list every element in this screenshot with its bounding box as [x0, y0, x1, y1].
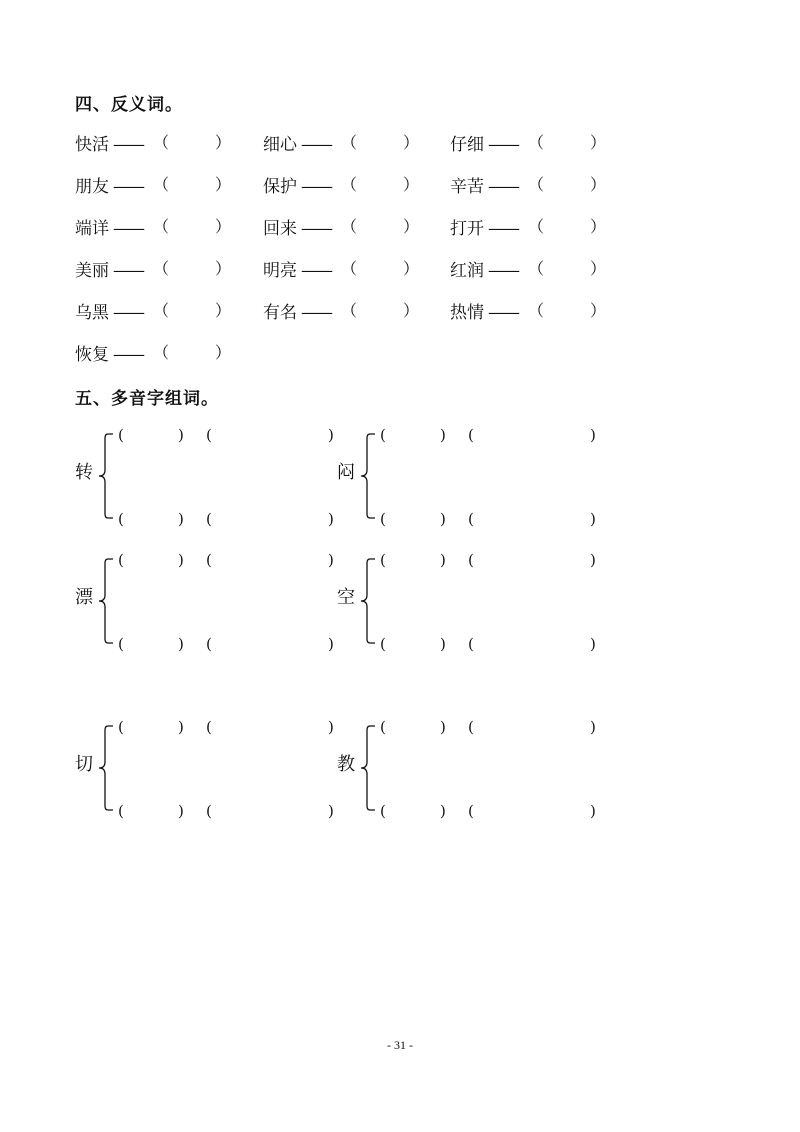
word-paren-open: ( [206, 510, 212, 528]
antonym-dash: —— [113, 345, 143, 365]
antonym-item [450, 256, 620, 280]
answer-paren-open: （ [528, 175, 545, 194]
brace-icon [97, 718, 117, 818]
answer-paren-close: ） [215, 175, 232, 194]
word-paren-open: ( [206, 635, 212, 653]
antonym-item [450, 214, 620, 238]
word-paren-close: ) [328, 551, 334, 569]
antonym-dash: —— [301, 261, 331, 281]
antonym-word: 明亮 [263, 261, 297, 281]
answer-paren-open: （ [528, 259, 545, 278]
pinyin-paren-open: ( [118, 510, 124, 528]
polyphone-group [337, 718, 607, 828]
word-paren-close: ) [328, 510, 334, 528]
answer-paren-close: ） [215, 343, 232, 362]
pinyin-paren-open: ( [118, 426, 124, 444]
pinyin-paren-open: ( [380, 802, 386, 820]
antonym-word: 保护 [263, 177, 297, 197]
answer-paren-open: （ [153, 259, 170, 278]
antonym-item [450, 130, 620, 154]
brace-icon [97, 426, 117, 526]
polyphone-char: 空 [337, 587, 355, 608]
word-paren-close: ) [328, 635, 334, 653]
answer-paren-close: ） [215, 217, 232, 236]
answer-paren-close: ） [403, 175, 420, 194]
polyphone-char: 闷 [337, 462, 355, 483]
pinyin-paren-open: ( [118, 635, 124, 653]
answer-slot-row [118, 426, 348, 446]
answer-paren-close: ） [403, 217, 420, 236]
antonym-word: 仔细 [450, 135, 484, 155]
answer-slot-row [118, 635, 348, 655]
pinyin-paren-open: ( [380, 635, 386, 653]
brace-icon [359, 426, 379, 526]
word-paren-open: ( [468, 510, 474, 528]
antonym-item [263, 256, 433, 280]
antonym-word: 细心 [263, 135, 297, 155]
pinyin-paren-close: ) [440, 426, 446, 444]
antonym-word: 朋友 [75, 177, 109, 197]
antonym-item [263, 172, 433, 196]
antonym-word: 回来 [263, 219, 297, 239]
pinyin-paren-open: ( [118, 718, 124, 736]
answer-paren-open: （ [528, 301, 545, 320]
answer-slot-row [118, 718, 348, 738]
pinyin-paren-open: ( [118, 551, 124, 569]
antonym-word: 有名 [263, 303, 297, 323]
answer-slot-row [380, 802, 610, 822]
antonym-word: 红润 [450, 261, 484, 281]
antonym-item [75, 340, 245, 364]
antonym-dash: —— [488, 219, 518, 239]
word-paren-close: ) [328, 802, 334, 820]
word-paren-close: ) [328, 718, 334, 736]
polyphone-group [337, 426, 607, 536]
answer-paren-close: ） [590, 217, 607, 236]
antonym-item [75, 298, 245, 322]
word-paren-open: ( [206, 426, 212, 444]
answer-paren-close: ） [590, 133, 607, 152]
pinyin-paren-open: ( [118, 802, 124, 820]
brace-icon [359, 718, 379, 818]
pinyin-paren-close: ) [440, 718, 446, 736]
polyphone-group [75, 426, 345, 536]
antonym-item [75, 256, 245, 280]
answer-paren-open: （ [153, 175, 170, 194]
antonym-dash: —— [488, 261, 518, 281]
polyphone-char: 切 [75, 754, 93, 775]
antonym-word: 热情 [450, 303, 484, 323]
antonym-item [263, 214, 433, 238]
polyphone-group [75, 551, 345, 661]
pinyin-paren-close: ) [440, 551, 446, 569]
word-paren-open: ( [468, 635, 474, 653]
pinyin-paren-close: ) [178, 635, 184, 653]
pinyin-paren-close: ) [440, 510, 446, 528]
antonym-item [450, 298, 620, 322]
word-paren-open: ( [206, 551, 212, 569]
answer-paren-open: （ [153, 217, 170, 236]
antonym-dash: —— [113, 261, 143, 281]
page-number: - 31 - [387, 1038, 413, 1052]
answer-slot-row [380, 510, 610, 530]
answer-paren-close: ） [590, 301, 607, 320]
word-paren-close: ) [590, 551, 596, 569]
section-4-title: 四、反义词。 [75, 95, 183, 115]
word-paren-open: ( [468, 551, 474, 569]
answer-paren-open: （ [528, 133, 545, 152]
answer-paren-open: （ [528, 217, 545, 236]
antonym-word: 乌黑 [75, 303, 109, 323]
word-paren-open: ( [468, 802, 474, 820]
answer-paren-close: ） [590, 175, 607, 194]
word-paren-open: ( [206, 802, 212, 820]
answer-paren-open: （ [341, 217, 358, 236]
pinyin-paren-open: ( [380, 718, 386, 736]
answer-paren-open: （ [153, 301, 170, 320]
word-paren-open: ( [468, 718, 474, 736]
section-5-title: 五、多音字组词。 [75, 389, 219, 409]
antonym-item [75, 172, 245, 196]
polyphone-char: 漂 [75, 587, 93, 608]
answer-paren-close: ） [215, 301, 232, 320]
antonym-dash: —— [301, 219, 331, 239]
antonym-word: 恢复 [75, 345, 109, 365]
pinyin-paren-open: ( [380, 510, 386, 528]
answer-paren-open: （ [341, 301, 358, 320]
antonym-dash: —— [488, 135, 518, 155]
antonym-word: 美丽 [75, 261, 109, 281]
antonym-word: 辛苦 [450, 177, 484, 197]
word-paren-close: ) [590, 510, 596, 528]
brace-icon [97, 551, 117, 651]
polyphone-group [337, 551, 607, 661]
pinyin-paren-close: ) [178, 551, 184, 569]
answer-slot-row [118, 802, 348, 822]
answer-slot-row [118, 551, 348, 571]
pinyin-paren-close: ) [440, 802, 446, 820]
antonym-dash: —— [113, 303, 143, 323]
antonym-dash: —— [113, 135, 143, 155]
pinyin-paren-open: ( [380, 426, 386, 444]
word-paren-close: ) [590, 635, 596, 653]
polyphone-group [75, 718, 345, 828]
answer-paren-close: ） [403, 133, 420, 152]
antonym-dash: —— [301, 177, 331, 197]
antonym-item [75, 214, 245, 238]
antonym-dash: —— [301, 135, 331, 155]
answer-slot-row [380, 551, 610, 571]
word-paren-close: ) [590, 802, 596, 820]
answer-paren-close: ） [590, 259, 607, 278]
antonym-dash: —— [113, 219, 143, 239]
pinyin-paren-close: ) [178, 510, 184, 528]
antonym-dash: —— [301, 303, 331, 323]
antonym-dash: —— [488, 177, 518, 197]
answer-paren-close: ） [403, 301, 420, 320]
answer-paren-close: ） [215, 259, 232, 278]
word-paren-open: ( [206, 718, 212, 736]
pinyin-paren-close: ) [178, 718, 184, 736]
pinyin-paren-open: ( [380, 551, 386, 569]
word-paren-close: ) [328, 426, 334, 444]
answer-slot-row [380, 635, 610, 655]
antonym-item [75, 130, 245, 154]
pinyin-paren-close: ) [440, 635, 446, 653]
answer-slot-row [380, 718, 610, 738]
answer-paren-open: （ [341, 133, 358, 152]
answer-paren-open: （ [341, 259, 358, 278]
antonym-item [263, 130, 433, 154]
antonym-item [450, 172, 620, 196]
answer-paren-open: （ [153, 343, 170, 362]
antonym-dash: —— [488, 303, 518, 323]
antonym-word: 打开 [450, 219, 484, 239]
brace-icon [359, 551, 379, 651]
polyphone-char: 转 [75, 462, 93, 483]
antonym-dash: —— [113, 177, 143, 197]
word-paren-close: ) [590, 426, 596, 444]
answer-slot-row [380, 426, 610, 446]
answer-paren-close: ） [215, 133, 232, 152]
polyphone-char: 教 [337, 754, 355, 775]
word-paren-close: ) [590, 718, 596, 736]
pinyin-paren-close: ) [178, 426, 184, 444]
answer-slot-row [118, 510, 348, 530]
answer-paren-open: （ [153, 133, 170, 152]
answer-paren-open: （ [341, 175, 358, 194]
antonym-word: 端详 [75, 219, 109, 239]
answer-paren-close: ） [403, 259, 420, 278]
pinyin-paren-close: ) [178, 802, 184, 820]
antonym-word: 快活 [75, 135, 109, 155]
antonym-item [263, 298, 433, 322]
word-paren-open: ( [468, 426, 474, 444]
